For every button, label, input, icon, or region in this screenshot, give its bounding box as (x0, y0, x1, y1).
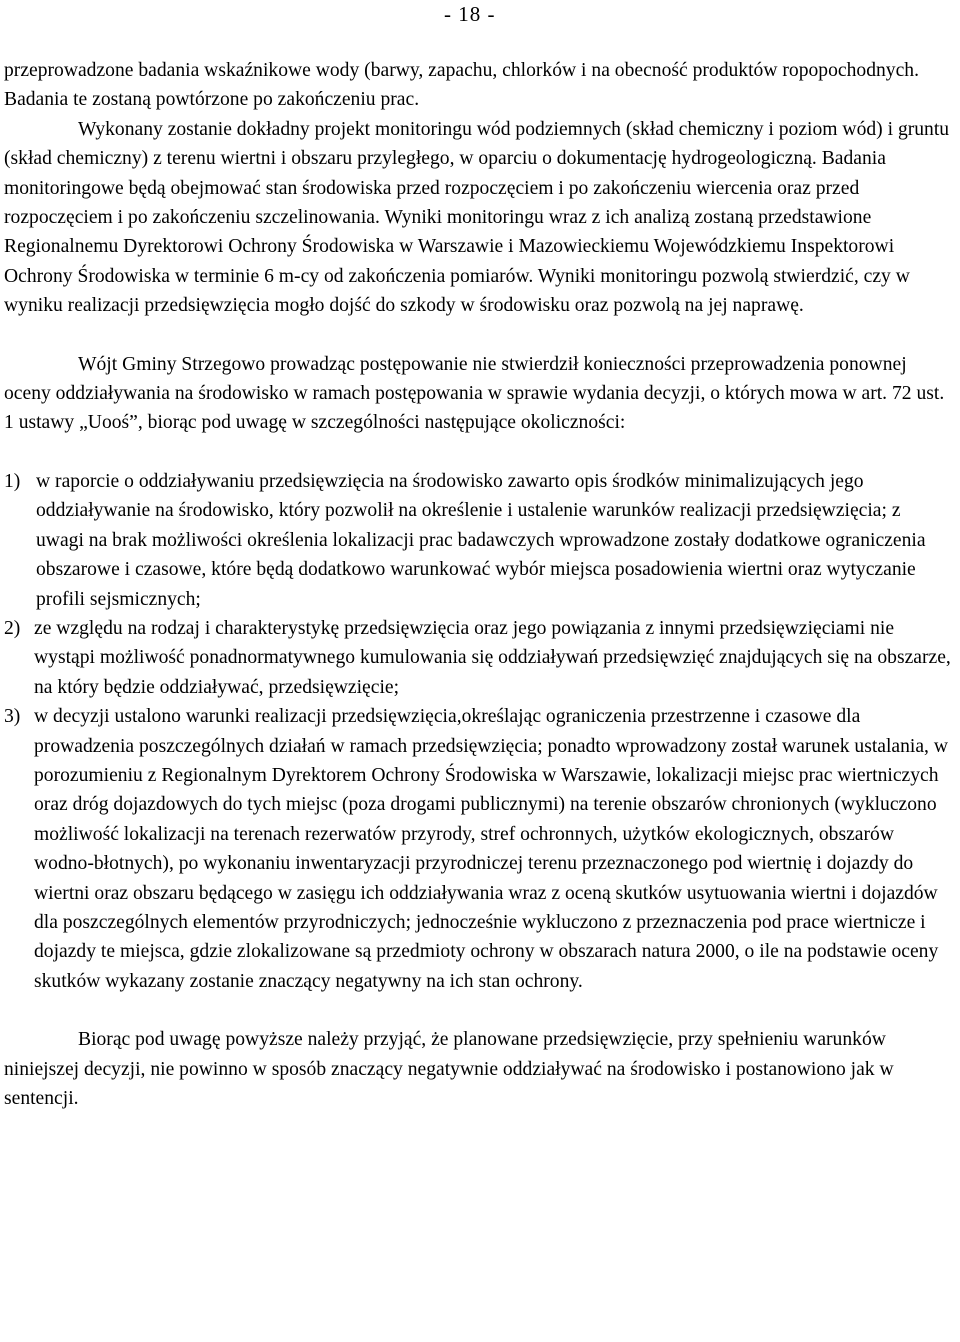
paragraph-water-tests: przeprowadzone badania wskaźnikowe wody (barwy, zapachu, chlorków i na obecność produktów ropopochodnych. Badania te zostaną powtórzone po zakończeniu prac. (4, 60, 919, 111)
conditions-list (4, 467, 952, 996)
list-item-text: w decyzji ustalono warunki realizacji przedsięwzięcia,określając ograniczenia przestrzenne i czasowe dla prowadzenia poszczególnych działań w ramach przedsięwzięcia; ponadto wprowadzony został warunek ustalania, w porozumieniu z Regionalnym Dyrektorem Ochrony Środowiska w Warszawie, lokalizacji miejsc prac wiertniczych oraz dróg dojazdowych do tych miejsc (poza drogami publicznymi) na terenie obszarów chronionych (wykluczono możliwość lokalizacji na terenach rezerwatów przyrody, stref ochronnych, użytków ekologicznych, obszarów wodno-błotnych), po wykonaniu inwentaryzacji przyrodniczej terenu przeznaczonego pod wiertnię i dojazdy do wiertni oraz obszaru będącego w zasięgu ich oddziaływania wraz z oceną skutków usytuowania wiertni i dojazdów dla poszczególnych elementów przyrodniczych; jednocześnie wykluczono z przeznaczenia pod prace wiertnicze i dojazdy te miejsca, gdzie zlokalizowane są przedmioty ochrony w obszarach natura 2000, o ile na podstawie oceny skutków wykazany zostanie znaczący negatywny na ich stan ochrony. (34, 706, 948, 992)
list-item-number: 2) (4, 617, 21, 639)
document-body (4, 56, 952, 1113)
paragraph-conclusion: Biorąc pod uwagę powyższe należy przyjąć, że planowane przedsięwzięcie, przy spełnieniu warunków niniejszej decyzji, nie powinno w sposób znaczący negatywnie oddziaływać na środowisko i postanowiono jak w sentencji. (4, 1029, 894, 1109)
list-item-text: w raporcie o oddziaływaniu przedsięwzięcia na środowisko zawarto opis środków minimalizujących jego oddziaływanie na środowisko, który pozwolił na określenie i ustalenie warunków realizacji przedsięwzięcia; z uwagi na brak możliwości określenia lokalizacji prac badawczych wprowadzone zostały dodatkowe ograniczenia obszarowe i czasowe, które będą dodatkowo warunkować wybór miejsca posadowienia wiertni oraz wytyczanie profili sejsmicznych; (36, 470, 926, 610)
list-item (4, 702, 952, 996)
list-item (4, 467, 952, 614)
list-item-text: ze względu na rodzaj i charakterystykę przedsięwzięcia oraz jego powiązania z innymi przedsięwzięciami nie wystąpi możliwość ponadnormatywnego kumulowania się oddziaływań przedsięwzięć znajdujących się na obszarze, na który będzie oddziaływać, przedsięwzięcie; (34, 617, 951, 698)
page-number: - 18 - (444, 2, 496, 26)
list-item (4, 614, 952, 702)
paragraph-monitoring-project: Wykonany zostanie dokładny projekt monitoringu wód podziemnych (skład chemiczny i poziom wód) i gruntu (skład chemiczny) z terenu wiertni i obszaru przyległego, w oparciu o dokumentację hydrogeologiczną. Badania monitoringowe będą obejmować stan środowiska przed rozpoczęciem i po zakończeniu wiercenia oraz przed rozpoczęciem i po zakończeniu szczelinowania. Wyniki monitoringu wraz z ich analizą zostaną przedstawione Regionalnemu Dyrektorowi Ochrony Środowiska w Warszawie i Mazowieckiemu Wojewódzkiemu Inspektorowi Ochrony Środowiska w terminie 6 m-cy od zakończenia pomiarów. Wyniki monitoringu pozwolą stwierdzić, czy w wyniku realizacji przedsięwzięcia mogło dojść do szkody w środowisku oraz pozwolą na jej naprawę. (4, 118, 950, 317)
list-item-number: 1) (4, 470, 21, 492)
paragraph-no-reassessment: Wójt Gminy Strzegowo prowadząc postępowanie nie stwierdził konieczności przeprowadzenia ponownej oceny oddziaływania na środowisko w ramach postępowania w sprawie wydania decyzji, o których mowa w art. 72 ust. 1 ustawy „Uooś”, biorąc pod uwagę w szczególności następujące okoliczności: (4, 353, 945, 434)
list-item-number: 3) (4, 706, 21, 728)
